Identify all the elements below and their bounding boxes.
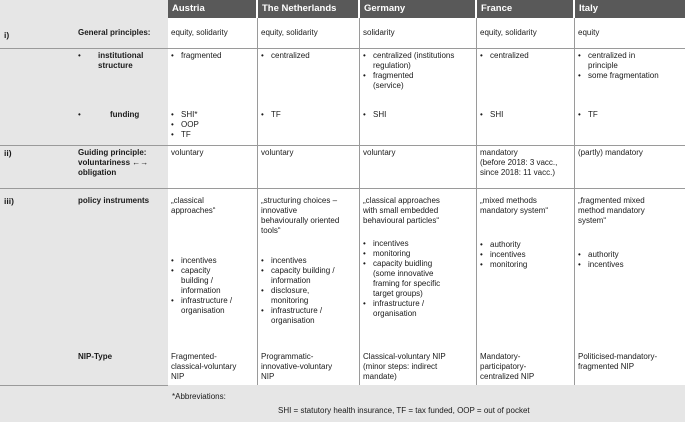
guiding-france-line: (before 2018: 3 vacc.,: [480, 158, 558, 167]
list-item: • incentives: [363, 239, 440, 249]
guiding-line1: Guiding principle:: [78, 148, 147, 157]
funding-germany: [363, 110, 386, 120]
list-item: • capacity building /: [261, 266, 339, 276]
institutional-italy: [578, 51, 659, 81]
funding-italy: [578, 110, 598, 120]
list-item-continuation: (service): [373, 81, 404, 90]
row-divider: [0, 188, 685, 189]
funding-france: [480, 110, 503, 120]
list-item: • infrastructure /: [171, 296, 232, 306]
policy-quote-line: system“: [578, 216, 606, 225]
row-divider: [0, 145, 685, 146]
label-funding: [78, 110, 139, 120]
guiding-line3: obligation: [78, 168, 117, 177]
policy-quote-line: „classical: [171, 196, 204, 205]
policy-quote-line: mandatory system“: [480, 206, 549, 215]
list-item-continuation: building /: [181, 276, 214, 285]
abbreviations-text: SHI = statutory health insurance, TF = tax funded, OOP = out of pocket: [278, 406, 530, 415]
list-item: • monitoring: [480, 260, 548, 270]
institutional-france: [480, 51, 529, 61]
nip-germany: [363, 352, 446, 382]
general-italy: equity: [578, 28, 600, 37]
guiding-france: [480, 148, 557, 178]
list-item: • fragmented: [171, 51, 221, 61]
policy-netherlands: [261, 196, 339, 326]
list-item: • incentives: [261, 256, 339, 266]
list-item: • centralized (institutions: [363, 51, 454, 61]
header-cell-italy: Italy: [575, 0, 685, 18]
label-general-principles: General principles:: [78, 28, 151, 37]
list-item: • authority: [578, 250, 645, 260]
column-divider: [476, 18, 477, 385]
nip-line: Fragmented-: [171, 352, 217, 361]
nip-netherlands: [261, 352, 332, 382]
row-divider: [0, 48, 685, 49]
nip-france: [480, 352, 534, 382]
policy-germany: [363, 196, 440, 319]
list-item: • SHI: [480, 110, 503, 120]
list-item: • monitoring: [363, 249, 440, 259]
nip-line: mandate): [363, 372, 397, 381]
nip-line: Programmatic-: [261, 352, 314, 361]
row-number-i: i): [4, 30, 10, 40]
nip-line: classical-voluntary: [171, 362, 237, 371]
list-item-continuation: monitoring: [271, 296, 309, 305]
list-item-continuation: organisation: [373, 309, 417, 318]
institutional-line1: institutional: [98, 51, 144, 60]
policy-france: [480, 196, 548, 270]
header-cell-austria: Austria: [168, 0, 256, 18]
list-item: • SHI: [363, 110, 386, 120]
list-item: • centralized: [480, 51, 529, 61]
funding-austria: [171, 110, 199, 140]
policy-quote-line: method mandatory: [578, 206, 645, 215]
nip-line: Politicised-mandatory-: [578, 352, 658, 361]
list-item-continuation: organisation: [271, 316, 315, 325]
policy-quote-line: „structuring choices –: [261, 196, 338, 205]
institutional-netherlands: [261, 51, 310, 61]
bullet: •: [78, 110, 81, 119]
policy-quote-line: behavioural particles“: [363, 216, 440, 225]
list-item: • incentives: [171, 256, 232, 266]
list-item-continuation: (some innovative: [373, 269, 434, 278]
list-item: • fragmented: [363, 71, 454, 81]
guiding-line2: voluntariness ←→: [78, 158, 149, 167]
nip-line: fragmented NIP: [578, 362, 635, 371]
row-number-iii: iii): [4, 196, 14, 206]
list-item: • incentives: [480, 250, 548, 260]
column-divider: [359, 18, 360, 385]
list-item-continuation: regulation): [373, 61, 411, 70]
policy-quote-line: „fragmented mixed: [578, 196, 645, 205]
policy-quote-line: innovative: [261, 206, 298, 215]
policy-quote-line: „classical approaches: [363, 196, 440, 205]
institutional-line2: structure: [98, 61, 133, 70]
nip-line: participatory-: [480, 362, 527, 371]
label-nip-type: NIP-Type: [78, 352, 113, 361]
label-guiding-principle: [78, 148, 148, 178]
general-germany: solidarity: [363, 28, 395, 37]
list-item: • TF: [171, 130, 199, 140]
nip-italy: [578, 352, 657, 372]
nip-line: centralized NIP: [480, 372, 535, 381]
institutional-austria: [171, 51, 221, 61]
policy-quote-line: „mixed methods: [480, 196, 537, 205]
header-cell-netherlands: The Netherlands: [258, 0, 358, 18]
list-item-continuation: target groups): [373, 289, 423, 298]
list-item: • capacity buidling: [363, 259, 440, 269]
guiding-italy: (partly) mandatory: [578, 148, 643, 157]
policy-quote-line: tools“: [261, 226, 281, 235]
column-divider: [257, 18, 258, 385]
nip-line: NIP: [261, 372, 275, 381]
policy-quote-line: behaviourally oriented: [261, 216, 340, 225]
header-cell-france: France: [477, 0, 573, 18]
nip-line: NIP: [171, 372, 185, 381]
list-item: • capacity: [171, 266, 232, 276]
list-item: • disclosure,: [261, 286, 339, 296]
abbreviations-title: *Abbreviations:: [172, 392, 226, 401]
list-item-continuation: information: [271, 276, 311, 285]
list-item: • some fragmentation: [578, 71, 659, 81]
nip-line: Classical-voluntary NIP: [363, 352, 446, 361]
policy-italy: [578, 196, 645, 270]
policy-quote-line: approaches“: [171, 206, 216, 215]
list-item: • OOP: [171, 120, 199, 130]
label-policy-instruments: policy instruments: [78, 196, 150, 205]
list-item: • authority: [480, 240, 548, 250]
list-item: • centralized: [261, 51, 310, 61]
list-item: • TF: [261, 110, 281, 120]
guiding-germany: voluntary: [363, 148, 396, 157]
list-item: • infrastructure /: [363, 299, 440, 309]
abbreviations-footer: [168, 385, 685, 422]
funding-label-text: funding: [110, 110, 140, 119]
header-cell-germany: Germany: [360, 0, 475, 18]
bullet: •: [78, 51, 81, 60]
institutional-germany: [363, 51, 454, 91]
guiding-france-line: mandatory: [480, 148, 518, 157]
list-item: • SHI*: [171, 110, 199, 120]
list-item-continuation: principle: [588, 61, 618, 70]
list-item: • centralized in: [578, 51, 659, 61]
guiding-france-line: since 2018: 11 vacc.): [480, 168, 556, 177]
policy-quote-line: with small embedded: [363, 206, 439, 215]
row-number-ii: ii): [4, 148, 12, 158]
nip-austria: [171, 352, 236, 382]
list-item: • incentives: [578, 260, 645, 270]
list-item: • TF: [578, 110, 598, 120]
general-austria: equity, solidarity: [171, 28, 228, 37]
list-item: • infrastructure /: [261, 306, 339, 316]
funding-netherlands: [261, 110, 281, 120]
nip-line: Mandatory-: [480, 352, 521, 361]
nip-line: innovative-voluntary: [261, 362, 333, 371]
guiding-netherlands: voluntary: [261, 148, 294, 157]
column-divider: [574, 18, 575, 385]
general-france: equity, solidarity: [480, 28, 537, 37]
general-netherlands: equity, solidarity: [261, 28, 318, 37]
label-institutional-structure: [78, 51, 143, 71]
list-item-continuation: information: [181, 286, 221, 295]
list-item-continuation: organisation: [181, 306, 225, 315]
guiding-austria: voluntary: [171, 148, 204, 157]
policy-austria: [171, 196, 232, 316]
list-item-continuation: framing for specific: [373, 279, 441, 288]
nip-line: (minor steps: indirect: [363, 362, 438, 371]
